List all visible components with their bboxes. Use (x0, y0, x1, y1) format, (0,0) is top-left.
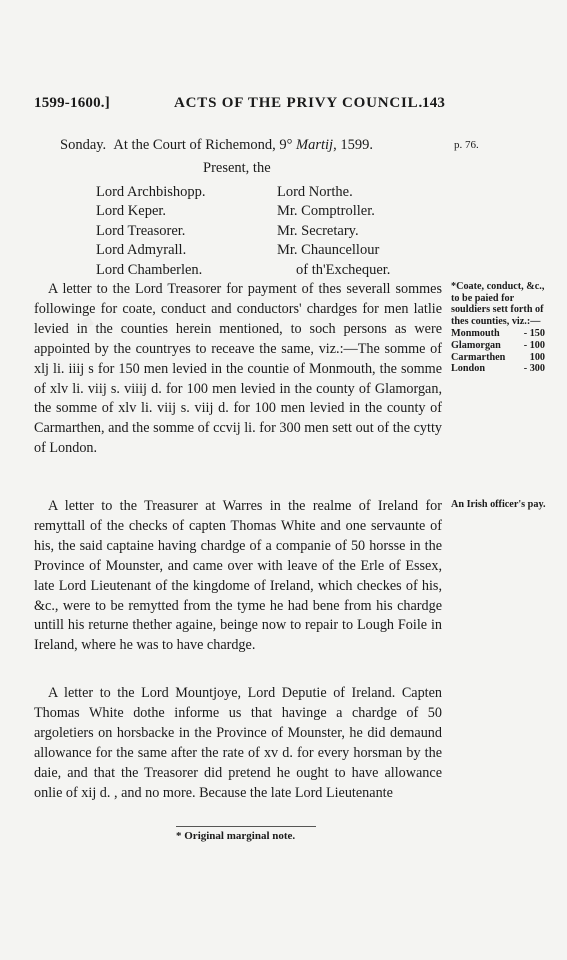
margin-note-list (451, 328, 547, 374)
attendee-column-left (96, 183, 206, 280)
attendee: Lord Admyrall. (96, 242, 187, 259)
paragraph-remyttall (34, 497, 442, 656)
present-label: Present, the (203, 160, 271, 176)
attendee: Mr. Chauncellour (277, 242, 380, 259)
county-count: - 300 (523, 363, 545, 375)
margin-note-coat-conduct (451, 281, 547, 375)
attendee: of th'Exchequer. (296, 261, 391, 278)
county-name: Monmouth (451, 328, 500, 340)
footnote: * Original marginal note. (176, 830, 296, 842)
county-name: London (451, 363, 485, 375)
attendee: Lord Keper. (96, 203, 167, 220)
header-date-range: 1599-1600.] (34, 95, 110, 111)
paragraph-coat-conduct (34, 280, 442, 459)
header-title: ACTS OF THE PRIVY COUNCIL. (174, 95, 424, 111)
attendee: Lord Treasorer. (96, 222, 186, 239)
paragraph-text: A letter to the Treasurer at Warres in the realme of Ireland for remyttall of the checks of capten Thomas White and one servaunte of his, the said captaine having chardge of a companie of 50 horsse in the Province of Mounster, and came over with leave of the Erle of Essex, late Lord Lieutenant of the kingdome of Ireland, which checkes of his, &c., were to be remytted from the tyme he had bene from his chardge untill his returne thether againe, beinge now to repair to Lough Foile in Ireland, where he was to have chardge. (34, 498, 442, 654)
attendee: Mr. Comptroller. (277, 203, 375, 220)
attendee: Lord Northe. (277, 184, 353, 200)
margin-note-text: *Coate, conduct, &c., to be paied for souldiers sett forth of thes counties, viz.:— (451, 281, 545, 327)
county-count: - 150 (523, 328, 545, 340)
paragraph-text: A letter to the Lord Treasorer for payment of thes severall sommes followinge for coate, conduct and conductors' chardges for men latlie levied in the counties herein mentioned, to soch persons as were appointed by the countryes to receave the same, viz.:—The somme of xlj li. iiij s for 150 men levied in the countie of Monmouth, the somme of xlv li. viij s. viiij d. for 100 men levied in the county of Glamorgan, the somme of xlv li. viij s. viij d. for 100 men levied in the county of Carmarthen, and the somme of ccvij li. for 300 men sett out of the cytty of London. (34, 281, 442, 457)
paragraph-mountjoye (34, 684, 442, 803)
attendee-column-right (277, 183, 390, 280)
attendee: Mr. Secretary. (277, 222, 359, 239)
page-number: 143 (422, 95, 446, 111)
paragraph-text: A letter to the Lord Mountjoye, Lord Deputie of Ireland. Capten Thomas White dothe informe us that havinge a chardge of 50 argoletiers on horsbacke in the Province of Mounster, he did demaund allowance for the same after the rate of xv d. for every horsman by the daie, and that the Treasorer did pretend he ought to have allowance onlie of xij d. , and no more. Because the late Lord Lieutenante (34, 685, 442, 801)
margin-note-irish-officer: An Irish officer's pay. (451, 499, 546, 510)
county-count: 100 (529, 351, 545, 363)
attendee: Lord Archbishopp. (96, 184, 206, 200)
footnote-rule (176, 826, 316, 827)
county-name: Carmarthen (451, 351, 506, 363)
margin-note-row (451, 363, 545, 375)
margin-note-row (451, 352, 545, 364)
county-name: Glamorgan (451, 339, 501, 351)
county-count: - 100 (523, 339, 545, 351)
meeting-line: Sonday. At the Court of Richemond, 9° Martij, 1599. (60, 137, 373, 153)
attendee: Lord Chamberlen. (96, 261, 203, 278)
margin-note-row (451, 340, 545, 352)
meeting-margin-ref: p. 76. (454, 139, 479, 151)
margin-note-row (451, 328, 545, 340)
